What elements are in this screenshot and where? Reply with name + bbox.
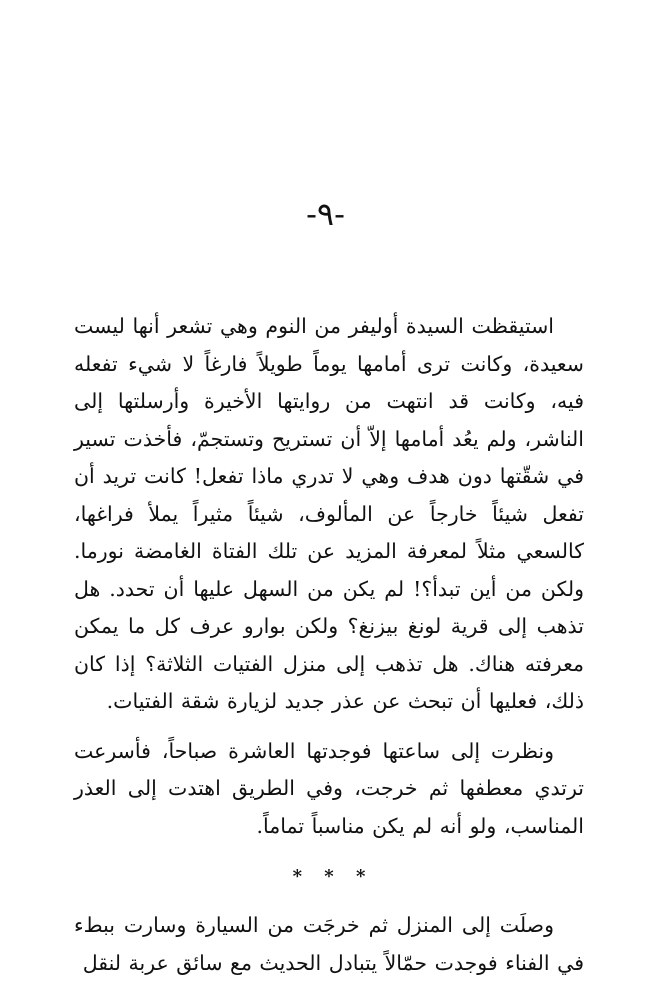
paragraph-2: ونظرت إلى ساعتها فوجدتها العاشرة صباحاً، فأسرعت ترتدي معطفها ثم خرجت، وفي الطريق اهتدت إلى العذر المناسب، ولو أنه لم يكن مناسباً تماماً. xyxy=(74,738,584,838)
chapter-number: -٩- xyxy=(306,195,345,233)
paragraph-3: وصلَت إلى المنزل ثم خرجَت من السيارة وسارت ببطء في الفناء فوجدت حمّالاً يتبادل الحديث مع سائق عربة لنقل xyxy=(74,913,584,975)
section-separator: * * * xyxy=(292,866,366,887)
body-text xyxy=(74,308,584,982)
paragraph-1: استيقظت السيدة أوليفر من النوم وهي تشعر أنها ليست سعيدة، وكانت ترى أمامها يوماً طويلاً فارغاً لا شيء تفعله فيه، وكانت قد انتهت من روايتها الأخيرة وأرسلتها إلى الناشر، ولم يعُد أمامها إلاّ أن تستريح وتستجمّ، فأخذت تسير في شقّتها دون هدف وهي لا تدري ماذا تفعل! كانت تريد أن تفعل شيئاً خارجاً عن المألوف، شيئاً مثيراً يملأ فراغها، كالسعي مثلاً لمعرفة المزيد عن تلك الفتاة الغامضة نورما. ولكن من أين تبدأ؟! لم يكن من السهل عليها أن تحدد. هل تذهب إلى قرية لونغ بيزنغ؟ ولكن بوارو عرف كل ما يمكن معرفته هناك. هل تذهب إلى منزل الفتيات الثلاثة؟ إذا كان ذلك، فعليها أن تبحث عن عذر جديد لزيارة شقة الفتيات. xyxy=(74,314,584,713)
